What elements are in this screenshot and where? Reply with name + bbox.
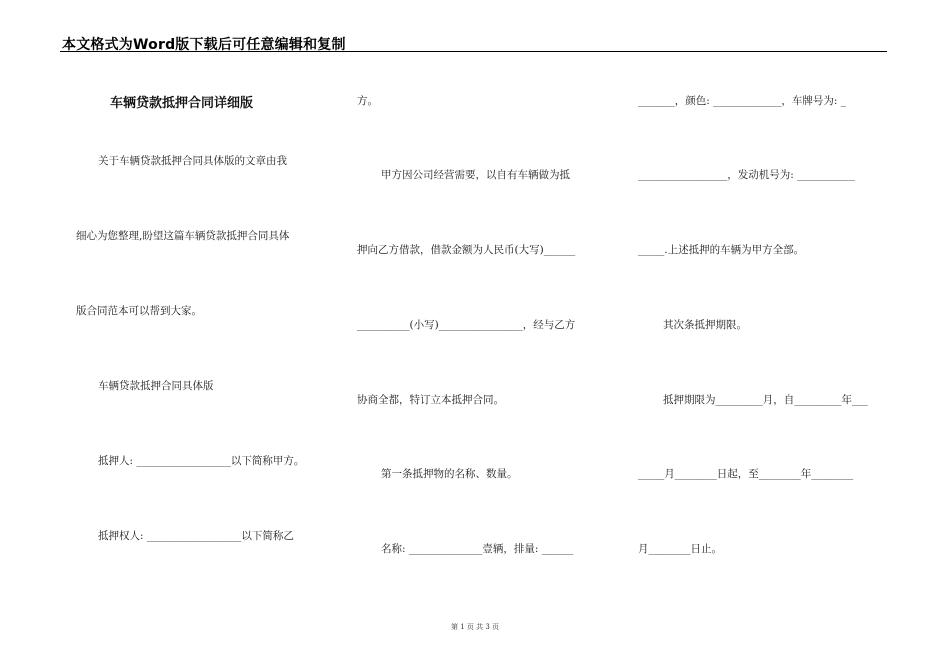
- col3-line-3: _____.上述抵押的车辆为甲方全部。: [638, 244, 805, 256]
- col1-line-3: 版合同范本可以帮到大家。: [76, 305, 202, 317]
- col1-line-2: 细心为您整理,盼望这篇车辆贷款抵押合同具体: [76, 230, 290, 242]
- col2-line-1: 方。: [357, 95, 378, 107]
- col1-line-5: 抵押人: __________________以下简称甲方。: [98, 455, 305, 467]
- col2-line-7: 名称: ______________壹辆，排量: ______: [381, 543, 574, 555]
- col2-line-4: __________(小写)________________，经与乙方: [357, 319, 576, 331]
- col3-line-7: 月________日止。: [638, 543, 722, 555]
- col2-line-5: 协商全都，特订立本抵押合同。: [357, 394, 504, 406]
- col2-line-2: 甲方因公司经营需要，以自有车辆做为抵: [381, 169, 570, 181]
- col2-line-6: 第一条抵押物的名称、数量。: [381, 468, 518, 480]
- header-divider: [60, 51, 887, 52]
- col3-line-2: _________________，发动机号为: ___________: [638, 169, 855, 181]
- col3-line-4: 其次条抵押期限。: [663, 319, 747, 331]
- col3-line-1: _______，颜色: _____________，车牌号为: _: [638, 95, 847, 107]
- document-header: 本文格式为Word版下载后可任意编辑和复制: [62, 37, 346, 53]
- col3-line-5: 抵押期限为_________月，自_________年___: [663, 394, 868, 406]
- col2-line-3: 押向乙方借款，借款金额为人民币(大写)______: [357, 244, 576, 256]
- document-title: 车辆贷款抵押合同详细版: [110, 96, 254, 111]
- col3-line-6: _____月________日起，至________年________: [638, 468, 854, 480]
- col1-line-4: 车辆贷款抵押合同具体版: [98, 380, 214, 392]
- page-number: 第 1 页 共 3 页: [450, 623, 500, 631]
- col1-line-1: 关于车辆贷款抵押合同具体版的文章由我: [98, 155, 287, 167]
- col1-line-6: 抵押权人: __________________以下简称乙: [98, 530, 294, 542]
